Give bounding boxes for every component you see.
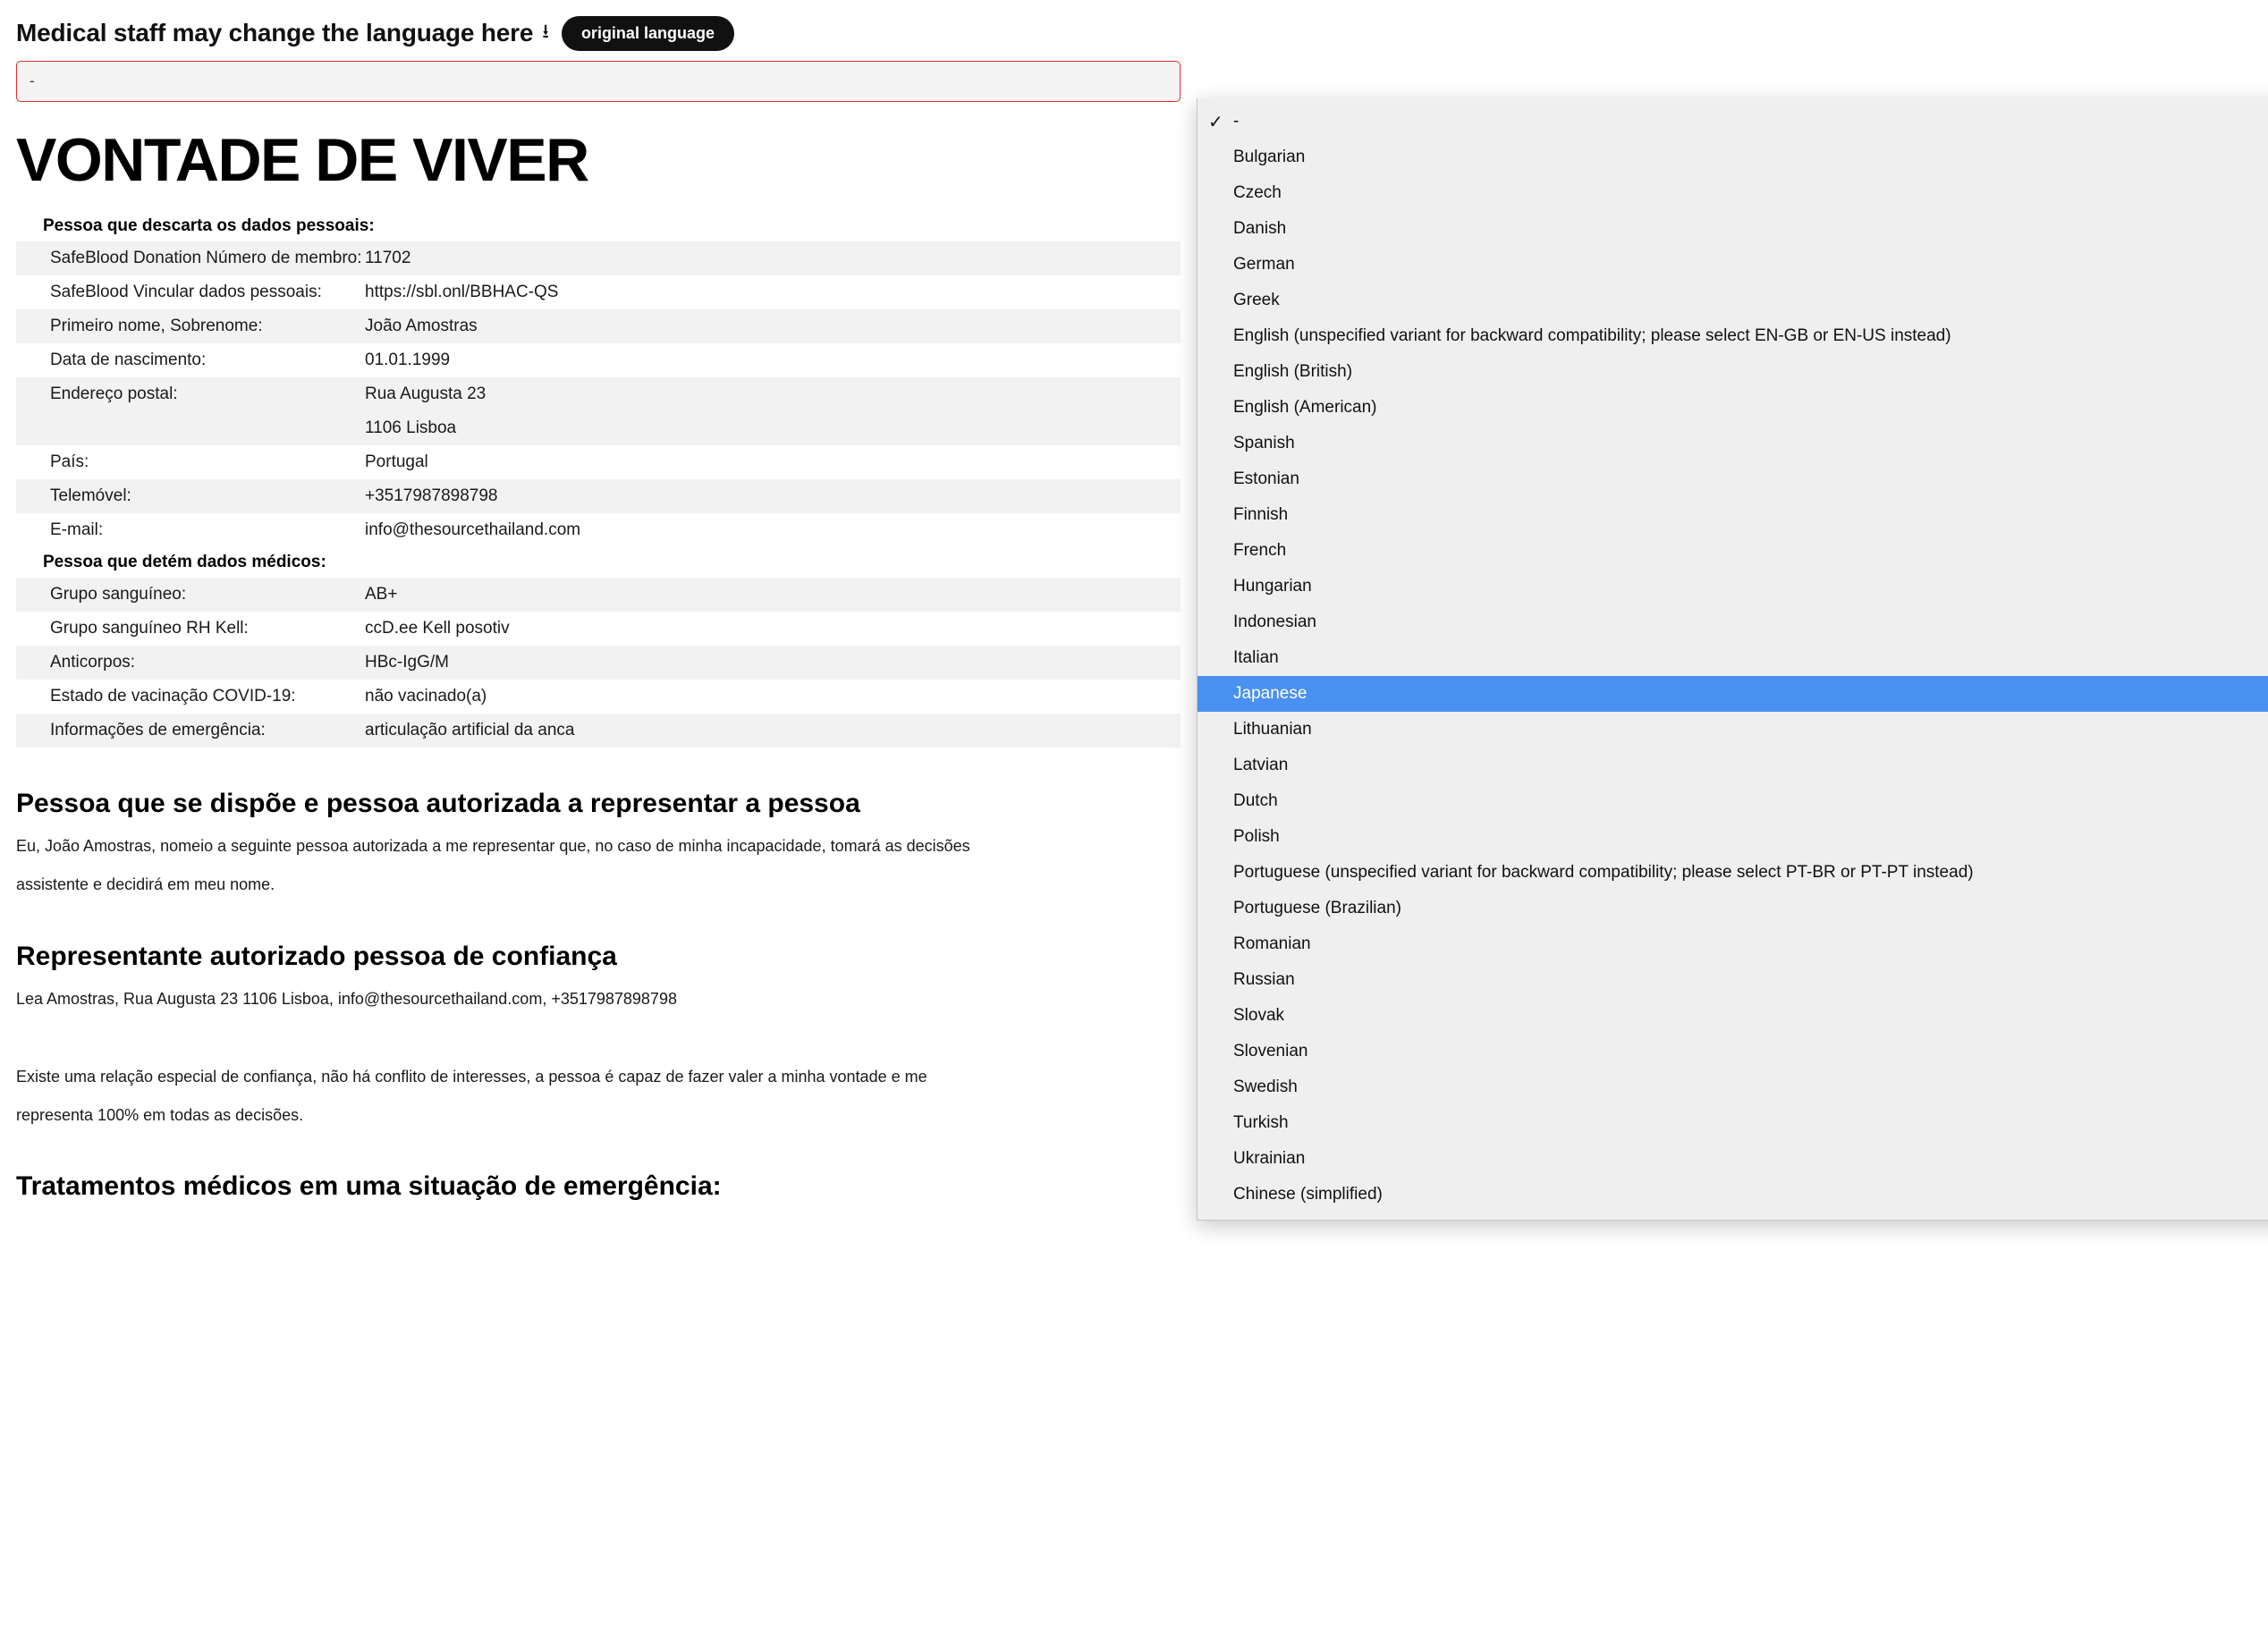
dropdown-option-label: - [1233,112,1240,131]
dropdown-option[interactable] [1197,1069,2268,1105]
dropdown-option-label: Portuguese (unspecified variant for backward compatibility; please select PT-BR or PT-PT instead) [1233,863,1974,882]
dropdown-option-label: English (British) [1233,362,1353,381]
paragraph-trust: Lea Amostras, Rua Augusta 23 1106 Lisboa, info@thesourcethailand.com, +3517987898798 [16,989,677,1008]
table-row [16,612,1181,646]
dropdown-option-label: Latvian [1233,756,1289,774]
heading-treatments: Tratamentos médicos em uma situação de emergência: [16,1171,722,1202]
dropdown-option-label: Slovak [1233,1006,1285,1025]
document-title: VONTADE DE VIVER [16,126,588,194]
dropdown-option-label: Japanese [1233,684,1307,703]
dropdown-option-label: German [1233,255,1295,274]
language-select-value: - [30,72,35,89]
row-key [16,411,365,445]
row-key: País: [50,452,89,471]
heading-representative: Pessoa que se dispõe e pessoa autorizada a representar a pessoa [16,789,860,818]
paragraph-trust-2a: Existe uma relação especial de confiança, não há conflito de interesses, a pessoa é capaz de fazer valer a minha vontade e me [16,1067,927,1086]
dropdown-option[interactable] [1197,748,2268,783]
row-value: +3517987898798 [365,486,498,505]
row-value: Portugal [365,452,428,471]
dropdown-option-label: Hungarian [1233,577,1312,596]
dropdown-option-label: Portuguese (Brazilian) [1233,899,1401,917]
dropdown-option-label: Ukrainian [1233,1149,1306,1168]
dropdown-option-label: English (unspecified variant for backward compatibility; please select EN-GB or EN-US instead) [1233,326,1951,345]
row-value: Rua Augusta 23 [365,385,487,403]
dropdown-option[interactable] [1197,783,2268,819]
row-value: 01.01.1999 [365,351,451,369]
row-value: info@thesourcethailand.com [365,520,581,539]
table-row [16,513,1181,547]
dropdown-option[interactable] [1197,819,2268,855]
dropdown-option[interactable] [1197,604,2268,640]
section-medical-label: Pessoa que detém dados médicos: [43,553,326,571]
row-key: E-mail: [50,520,104,539]
row-key: Anticorpos: [50,653,136,672]
row-key: SafeBlood Vincular dados pessoais: [50,283,322,301]
dropdown-option[interactable] [1197,1034,2268,1069]
medical-data-table [16,578,1181,748]
row-key: Grupo sanguíneo RH Kell: [50,619,249,638]
dropdown-option[interactable] [1197,426,2268,461]
language-dropdown-menu[interactable] [1197,98,2268,1221]
dropdown-option-label: Russian [1233,970,1295,989]
dropdown-option[interactable] [1197,962,2268,998]
language-select[interactable] [16,61,1181,102]
dropdown-option-label: English (American) [1233,398,1377,417]
dropdown-option-label: Danish [1233,219,1287,238]
dropdown-option[interactable] [1197,175,2268,211]
dropdown-option-label: Romanian [1233,934,1311,953]
row-key: Informações de emergência: [50,721,266,739]
table-row [16,309,1181,343]
row-value: João Amostras [365,317,478,335]
dropdown-option-label: Lithuanian [1233,720,1312,739]
dropdown-option-label: Finnish [1233,505,1289,524]
personal-data-table [16,241,1181,547]
dropdown-option[interactable] [1197,390,2268,426]
dropdown-option[interactable] [1197,640,2268,676]
row-value: AB+ [365,585,398,604]
document-panel-left [0,0,1197,1214]
heading-trust: Representante autorizado pessoa de confiança [16,941,617,971]
section-personal-label: Pessoa que descarta os dados pessoais: [43,216,375,235]
dropdown-option[interactable] [1197,998,2268,1034]
dropdown-option-label: Spanish [1233,434,1295,452]
dropdown-option-label: Swedish [1233,1077,1298,1096]
row-value: 1106 Lisboa [365,418,457,437]
row-value: HBc-IgG/M [365,653,449,672]
dropdown-option-label: Greek [1233,291,1280,309]
dropdown-option[interactable] [1197,139,2268,175]
dropdown-option[interactable] [1197,104,2268,139]
table-row [16,578,1181,612]
table-row [16,275,1181,309]
table-row [16,445,1181,479]
dropdown-option[interactable] [1197,1177,2268,1213]
table-row [16,714,1181,748]
row-key: Primeiro nome, Sobrenome: [50,317,263,335]
table-row [16,479,1181,513]
row-value: ccD.ee Kell posotiv [365,619,510,638]
dropdown-option-label: French [1233,541,1287,560]
dropdown-option-label: Indonesian [1233,613,1316,631]
table-row [16,241,1181,275]
dropdown-option[interactable] [1197,354,2268,390]
dropdown-option-label: Czech [1233,183,1282,202]
dropdown-option-label: Dutch [1233,791,1278,810]
row-value: articulação artificial da anca [365,721,575,739]
dropdown-option-label: Estonian [1233,469,1299,488]
row-key: SafeBlood Donation Número de membro: [50,249,362,267]
dropdown-option[interactable] [1197,712,2268,748]
paragraph-trust-2b: representa 100% em todas as decisões. [16,1106,304,1125]
dropdown-option[interactable] [1197,855,2268,891]
dropdown-option[interactable] [1197,461,2268,497]
row-value: 11702 [365,249,411,267]
dropdown-option[interactable] [1197,211,2268,247]
dropdown-option-label: Bulgarian [1233,148,1306,166]
table-row [16,377,1181,411]
page-title: Medical staff may change the language here [16,19,534,46]
dropdown-option[interactable] [1197,247,2268,283]
down-arrow-icon: ⭳ [542,20,549,42]
dropdown-option[interactable] [1197,318,2268,354]
dropdown-option[interactable] [1197,1105,2268,1141]
dropdown-option[interactable] [1197,1141,2268,1177]
table-row [16,680,1181,714]
dropdown-option-label: Turkish [1233,1113,1289,1132]
row-key: Endereço postal: [50,385,178,403]
row-key: Grupo sanguíneo: [50,585,187,604]
dropdown-option[interactable] [1197,676,2268,712]
paragraph-representative-1: Eu, João Amostras, nomeio a seguinte pessoa autorizada a me representar que, no caso de minha incapacidade, tomará as decisões [16,837,970,855]
paragraph-representative-2: assistente e decidirá em meu nome. [16,875,275,894]
dropdown-option-label: Chinese (simplified) [1233,1185,1383,1204]
row-key: Estado de vacinação COVID-19: [50,687,296,706]
row-value: https://sbl.onl/BBHAC-QS [365,283,559,301]
table-row [16,343,1181,377]
table-row [16,646,1181,680]
original-language-badge[interactable]: original language [562,16,734,51]
row-value: não vacinado(a) [365,687,487,706]
dropdown-option[interactable] [1197,283,2268,318]
dropdown-option-label: Polish [1233,827,1280,846]
check-icon: ✓ [1208,112,1223,132]
row-key: Telemóvel: [50,486,131,505]
dropdown-option[interactable] [1197,926,2268,962]
language-header-left [16,0,1181,55]
table-row [16,411,1181,445]
row-key: Data de nascimento: [50,351,207,369]
dropdown-option[interactable] [1197,569,2268,604]
dropdown-option-label: Italian [1233,648,1279,667]
dropdown-option[interactable] [1197,533,2268,569]
dropdown-option[interactable] [1197,497,2268,533]
dropdown-option-label: Slovenian [1233,1042,1308,1061]
dropdown-option[interactable] [1197,891,2268,926]
